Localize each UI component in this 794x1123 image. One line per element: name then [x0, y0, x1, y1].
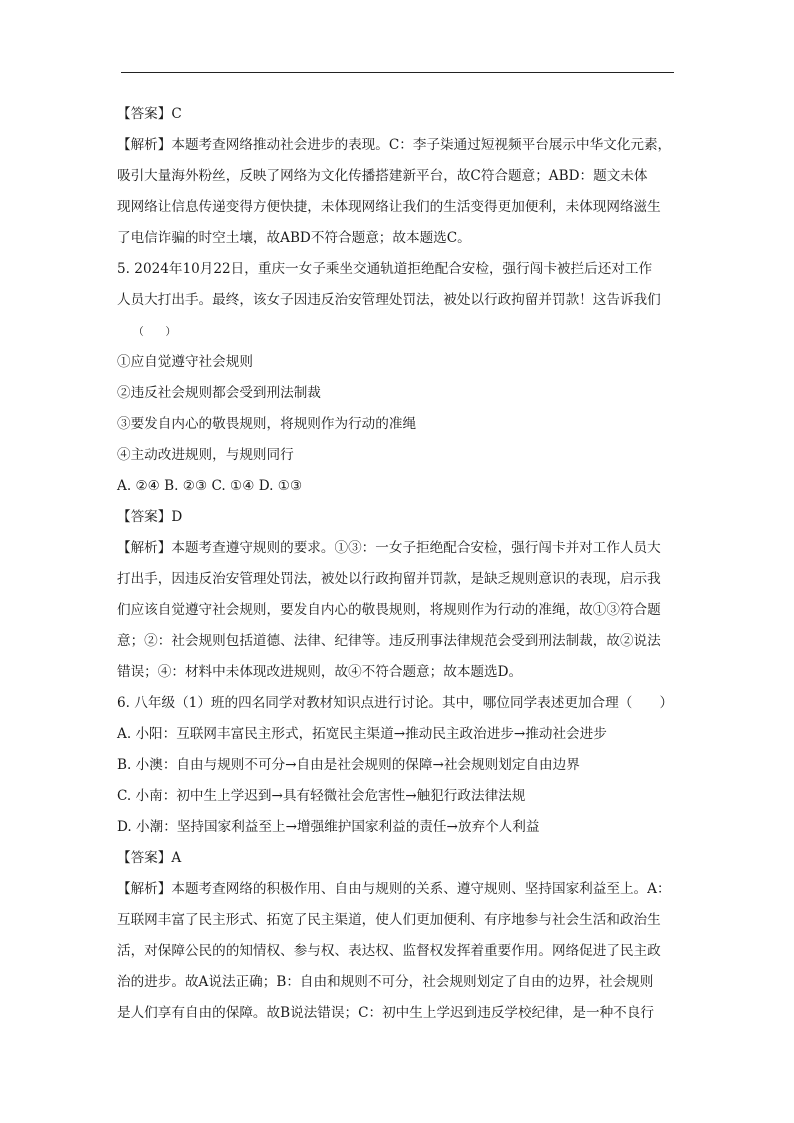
- text-line: 们应该自觉遵守社会规则，要发自内心的敬畏规则，将规则作为行动的准绳，故①③符合题: [117, 602, 661, 618]
- text-line: 互联网丰富了民主形式、拓宽了民主渠道，使人们更加便利、有序地参与社会生活和政治生: [117, 912, 661, 928]
- text-line: 打出手，因违反治安管理处罚法，被处以行政拘留并罚款，是缺乏规则意识的表现，启示我: [117, 571, 661, 587]
- text-line: （ ）: [133, 325, 177, 338]
- document-body: [117, 99, 677, 1029]
- text-line: A. ②④ B. ②③ C. ①④ D. ①③: [117, 478, 303, 494]
- text-line: ③要发自内心的敬畏规则，将规则作为行动的准绳: [117, 416, 417, 432]
- text-line: ①应自觉遵守社会规则: [117, 354, 253, 370]
- text-line: B. 小澳：自由与规则不可分→自由是社会规则的保障→社会规则划定自由边界: [117, 757, 580, 773]
- text-line: D. 小潮：坚持国家利益至上→增强维护国家利益的责任→放弃个人利益: [117, 819, 540, 835]
- text-line: 6. 八年级（1）班的四名同学对教材知识点进行讨论。其中，哪位同学表述更加合理（ ）: [117, 695, 674, 711]
- text-line: 活，对保障公民的的知情权、参与权、表达权、监督权发挥着重要作用。网络促进了民主政: [117, 943, 661, 959]
- text-line: 吸引大量海外粉丝，反映了网络为文化传播搭建新平台，故C符合题意；ABD：题文未体: [117, 168, 648, 184]
- text-line: ④主动改进规则，与规则同行: [117, 447, 294, 463]
- text-line: 意；②：社会规则包括道德、法律、纪律等。违反刑事法律规范会受到刑法制裁，故②说法: [117, 633, 661, 649]
- text-line: A. 小阳：互联网丰富民主形式，拓宽民主渠道→推动民主政治进步→推动社会进步: [117, 726, 607, 742]
- text-line: 【答案】A: [117, 850, 182, 866]
- text-line: 了电信诈骗的时空土壤，故ABD不符合题意；故本题选C。: [117, 230, 471, 246]
- text-line: 【解析】本题考查遵守规则的要求。①③：一女子拒绝配合安检，强行闯卡并对工作人员大: [117, 540, 661, 556]
- text-line: C. 小南：初中生上学迟到→具有轻微社会危害性→触犯行政法律法规: [117, 788, 526, 804]
- text-line: 5. 2024年10月22日，重庆一女子乘坐交通轨道拒绝配合安检，强行闯卡被拦后还对工作: [117, 261, 653, 277]
- text-line: 人员大打出手。最终，该女子因违反治安管理处罚法，被处以行政拘留并罚款！这告诉我们: [117, 292, 661, 308]
- text-line: 现网络让信息传递变得方便快捷，未体现网络让我们的生活变得更加便利，未体现网络滋生: [117, 199, 661, 215]
- text-line: ②违反社会规则都会受到刑法制裁: [117, 385, 321, 401]
- text-line: 治的进步。故A说法正确；B：自由和规则不可分，社会规则划定了自由的边界，社会规则: [117, 974, 654, 990]
- text-line: 【答案】C: [117, 106, 182, 122]
- text-line: 【解析】本题考查网络的积极作用、自由与规则的关系、遵守规则、坚持国家利益至上。A：: [117, 881, 671, 897]
- text-line: 是人们享有自由的保障。故B说法错误；C：初中生上学迟到违反学校纪律，是一种不良行: [117, 1005, 654, 1021]
- text-line: 错误；④：材料中未体现改进规则，故④不符合题意；故本题选D。: [117, 664, 523, 680]
- text-line: 【解析】本题考查网络推动社会进步的表现。C：李子柒通过短视频平台展示中华文化元素，: [117, 137, 672, 153]
- header-rule: [121, 72, 674, 73]
- text-line: 【答案】D: [117, 509, 183, 525]
